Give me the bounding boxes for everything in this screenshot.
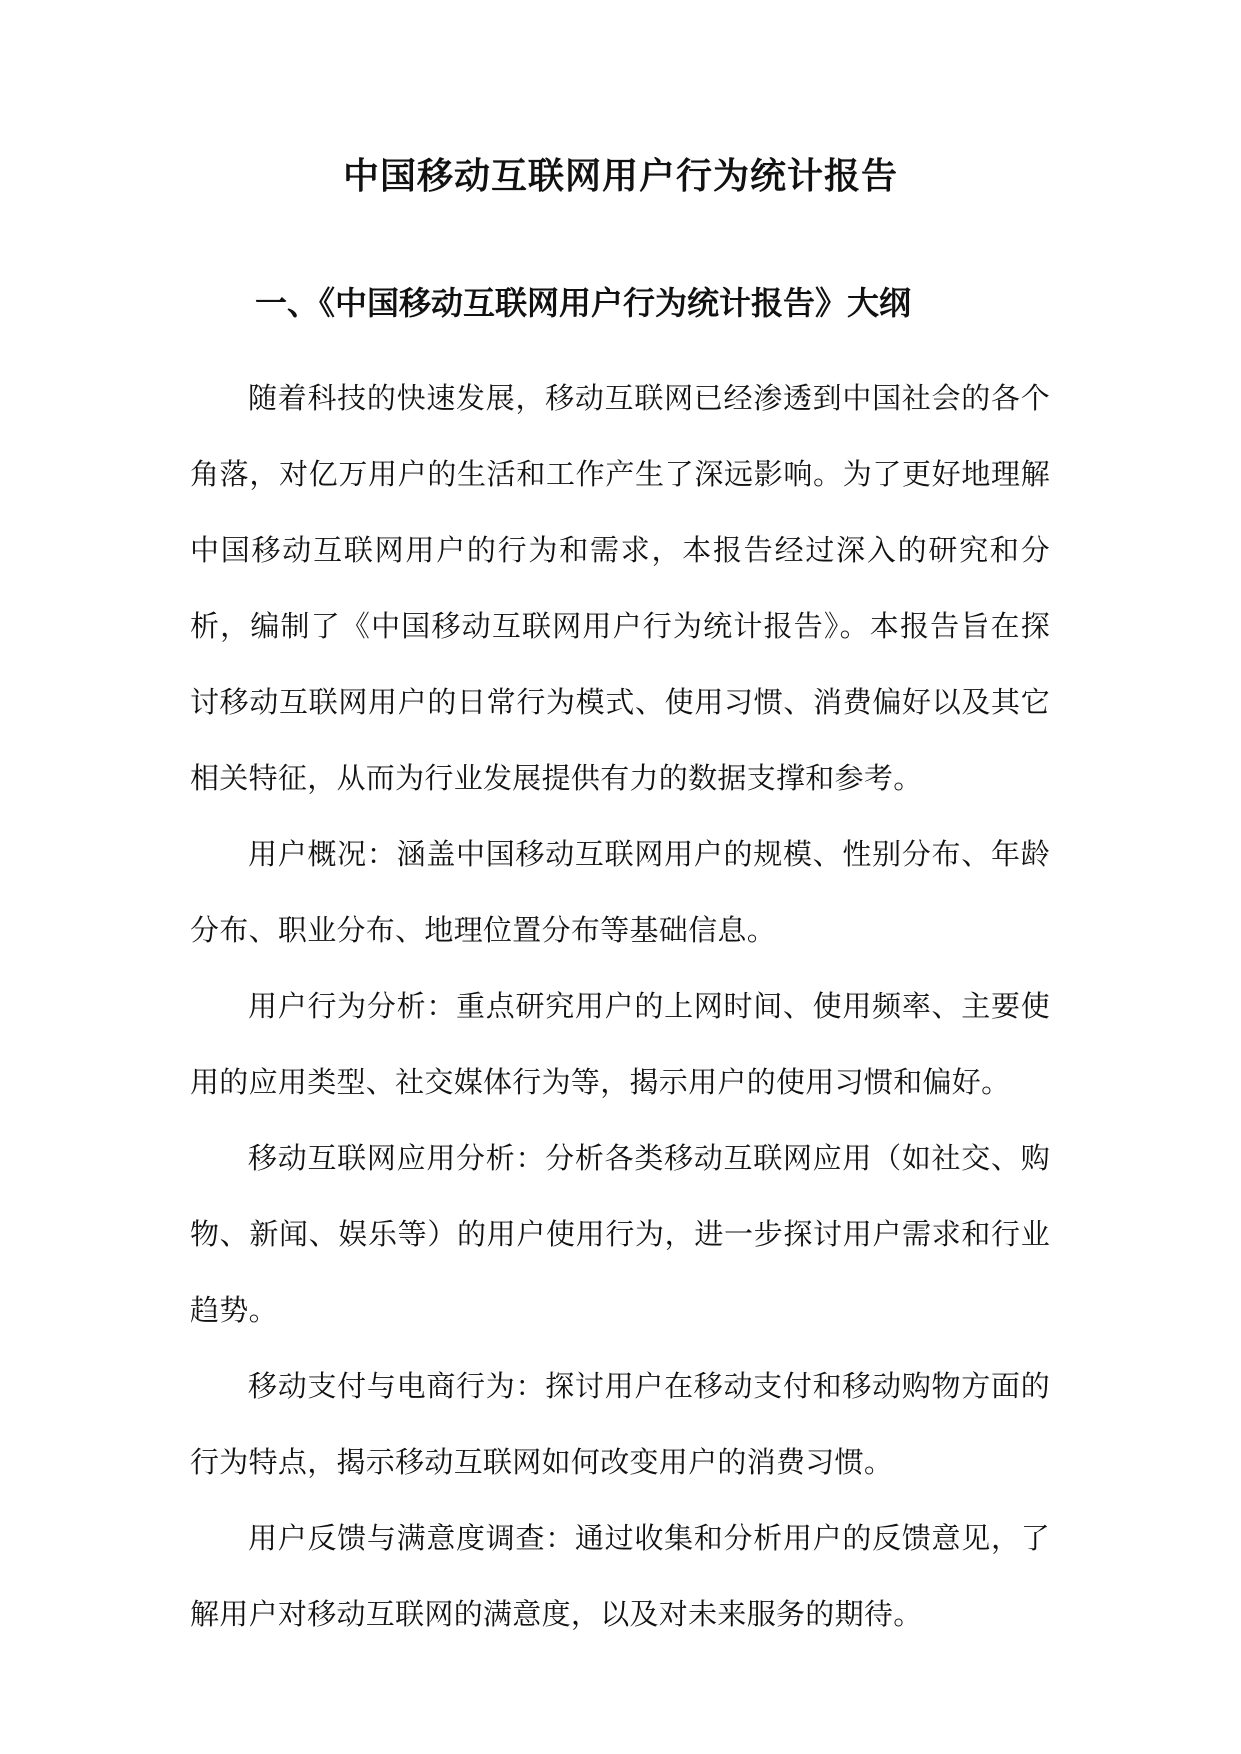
intro-paragraph: 随着科技的快速发展，移动互联网已经渗透到中国社会的各个角落，对亿万用户的生活和工作产生了深远影响。为了更好地理解中国移动互联网用户的行为和需求，本报告经过深入的研究和分析，编制了《中国移动互联网用户行为统计报告》。本报告旨在探讨移动互联网用户的日常行为模式、使用习惯、消费偏好以及其它相关特征，从而为行业发展提供有力的数据支撑和参考。 [190,381,1050,795]
document-body [190,360,1050,1652]
paragraph-feedback-satisfaction: 用户反馈与满意度调查：通过收集和分析用户的反馈意见，了解用户对移动互联网的满意度，以及对未来服务的期待。 [190,1521,1050,1631]
document-title: 中国移动互联网用户行为统计报告 [342,155,898,197]
paragraph-user-behavior: 用户行为分析：重点研究用户的上网时间、使用频率、主要使用的应用类型、社交媒体行为等，揭示用户的使用习惯和偏好。 [190,989,1050,1099]
paragraph-user-overview: 用户概况：涵盖中国移动互联网用户的规模、性别分布、年龄分布、职业分布、地理位置分布等基础信息。 [190,837,1050,947]
section-heading: 一、《中国移动互联网用户行为统计报告》大纲 [255,284,912,322]
paragraph-app-analysis: 移动互联网应用分析：分析各类移动互联网应用（如社交、购物、新闻、娱乐等）的用户使用行为，进一步探讨用户需求和行业趋势。 [190,1141,1050,1327]
paragraph-payment-ecommerce: 移动支付与电商行为：探讨用户在移动支付和移动购物方面的行为特点，揭示移动互联网如何改变用户的消费习惯。 [190,1369,1050,1479]
